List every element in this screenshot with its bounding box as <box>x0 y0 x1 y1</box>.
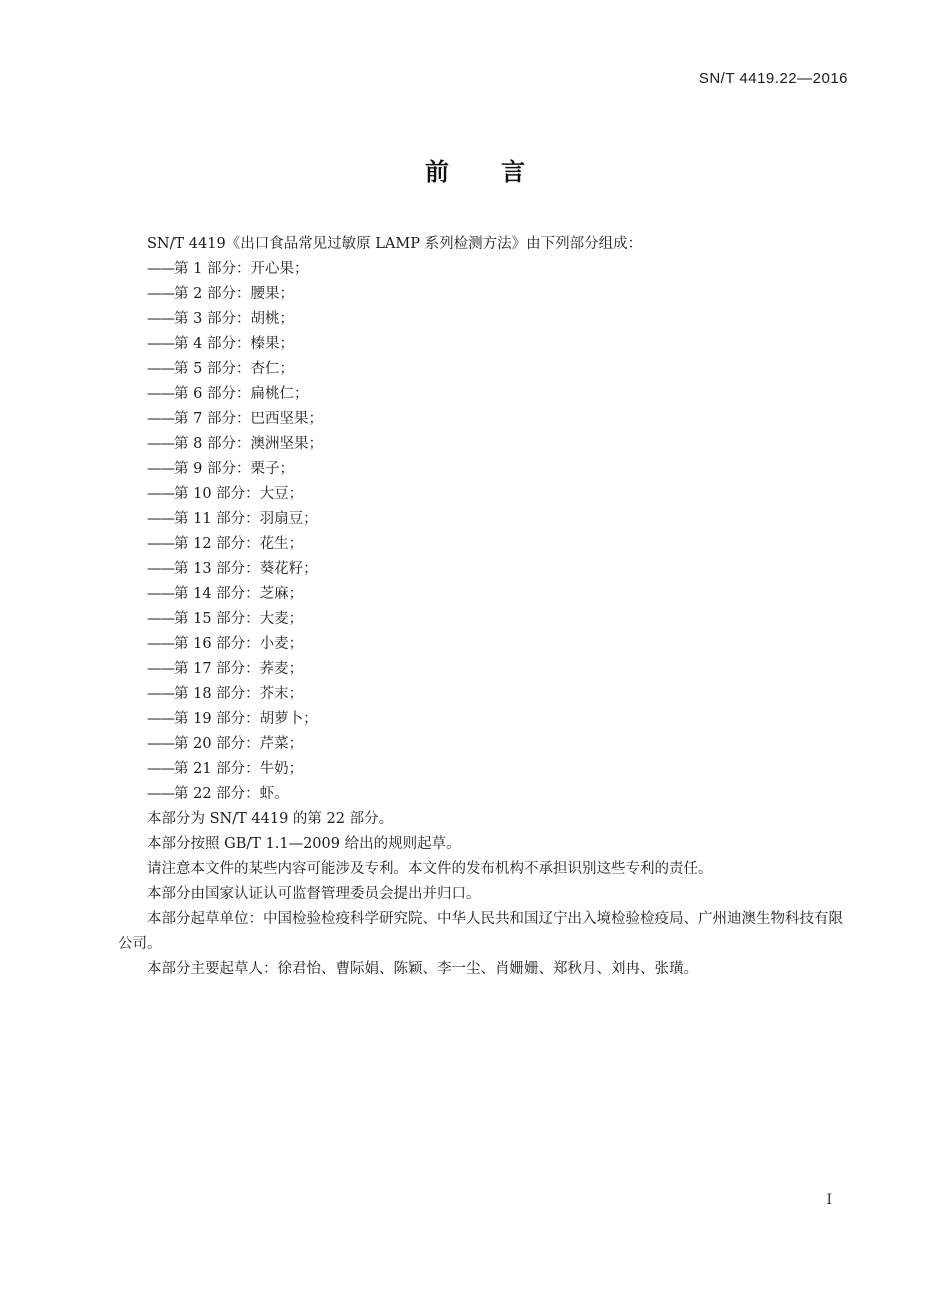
part-item <box>118 532 852 557</box>
part-item <box>118 457 852 482</box>
page-number: I <box>826 1192 832 1208</box>
list-dash: —— <box>147 611 174 627</box>
part-text: 第 20 部分：芹菜； <box>174 736 304 752</box>
list-dash: —— <box>147 636 174 652</box>
page-title: 前言 <box>425 157 577 186</box>
body-paragraph: 本部分按照 GB/T 1.1—2009 给出的规则起草。 <box>147 836 461 852</box>
part-text: 第 6 部分：扁桃仁； <box>174 386 309 402</box>
list-dash: —— <box>147 761 174 777</box>
intro-paragraph: SN/T 4419《出口食品常见过敏原 LAMP 系列检测方法》由下列部分组成： <box>147 236 643 252</box>
list-dash: —— <box>147 561 174 577</box>
list-dash: —— <box>147 436 174 452</box>
list-dash: —— <box>147 336 174 352</box>
part-text: 第 2 部分：腰果； <box>174 286 294 302</box>
part-item <box>118 657 852 682</box>
part-text: 第 13 部分：葵花籽； <box>174 561 318 577</box>
part-item <box>118 707 852 732</box>
list-dash: —— <box>147 311 174 327</box>
part-item <box>118 257 852 282</box>
part-text: 第 7 部分：巴西坚果； <box>174 411 323 427</box>
part-text: 第 15 部分：大麦； <box>174 611 304 627</box>
part-item <box>118 557 852 582</box>
list-dash: —— <box>147 261 174 277</box>
part-item <box>118 407 852 432</box>
part-item <box>118 482 852 507</box>
list-dash: —— <box>147 686 174 702</box>
part-item <box>118 732 852 757</box>
part-text: 第 1 部分：开心果； <box>174 261 309 277</box>
part-text: 第 12 部分：花生； <box>174 536 304 552</box>
part-item <box>118 632 852 657</box>
part-text: 第 5 部分：杏仁； <box>174 361 294 377</box>
part-text: 第 18 部分：芥末； <box>174 686 304 702</box>
part-text: 第 22 部分：虾。 <box>174 786 289 802</box>
body-paragraph: 本部分起草单位：中国检验检疫科学研究院、中华人民共和国辽宁出入境检验检疫局、广州迪澳生物科技有限公司。 <box>118 911 843 952</box>
body-paragraph: 本部分主要起草人：徐君怡、曹际娟、陈颖、李一尘、肖姗姗、郑秋月、刘冉、张璜。 <box>147 961 698 977</box>
part-text: 第 21 部分：牛奶； <box>174 761 304 777</box>
part-item <box>118 507 852 532</box>
part-text: 第 3 部分：胡桃； <box>174 311 294 327</box>
list-dash: —— <box>147 536 174 552</box>
part-item <box>118 607 852 632</box>
part-item <box>118 582 852 607</box>
list-dash: —— <box>147 511 174 527</box>
part-item <box>118 282 852 307</box>
document-body <box>118 232 852 982</box>
part-text: 第 9 部分：栗子； <box>174 461 294 477</box>
part-text: 第 10 部分：大豆； <box>174 486 304 502</box>
part-text: 第 17 部分：荞麦； <box>174 661 304 677</box>
part-item <box>118 382 852 407</box>
part-item <box>118 432 852 457</box>
list-dash: —— <box>147 461 174 477</box>
list-dash: —— <box>147 736 174 752</box>
list-dash: —— <box>147 286 174 302</box>
paragraphs <box>118 807 852 982</box>
list-dash: —— <box>147 361 174 377</box>
part-text: 第 16 部分：小麦； <box>174 636 304 652</box>
part-item <box>118 332 852 357</box>
part-item <box>118 682 852 707</box>
part-item <box>118 757 852 782</box>
body-paragraph: 请注意本文件的某些内容可能涉及专利。本文件的发布机构不承担识别这些专利的责任。 <box>147 861 713 877</box>
part-text: 第 11 部分：羽扇豆； <box>174 511 318 527</box>
part-text: 第 8 部分：澳洲坚果； <box>174 436 323 452</box>
part-item <box>118 307 852 332</box>
parts-list <box>118 257 852 807</box>
list-dash: —— <box>147 661 174 677</box>
list-dash: —— <box>147 711 174 727</box>
part-item <box>118 357 852 382</box>
body-paragraph: 本部分为 SN/T 4419 的第 22 部分。 <box>147 811 394 827</box>
standard-number: SN/T 4419.22—2016 <box>698 70 848 87</box>
list-dash: —— <box>147 786 174 802</box>
list-dash: —— <box>147 386 174 402</box>
list-dash: —— <box>147 486 174 502</box>
body-paragraph: 本部分由国家认证认可监督管理委员会提出并归口。 <box>147 886 481 902</box>
part-item <box>118 782 852 807</box>
part-text: 第 4 部分：榛果； <box>174 336 294 352</box>
list-dash: —— <box>147 411 174 427</box>
list-dash: —— <box>147 586 174 602</box>
part-text: 第 19 部分：胡萝卜； <box>174 711 318 727</box>
part-text: 第 14 部分：芝麻； <box>174 586 304 602</box>
